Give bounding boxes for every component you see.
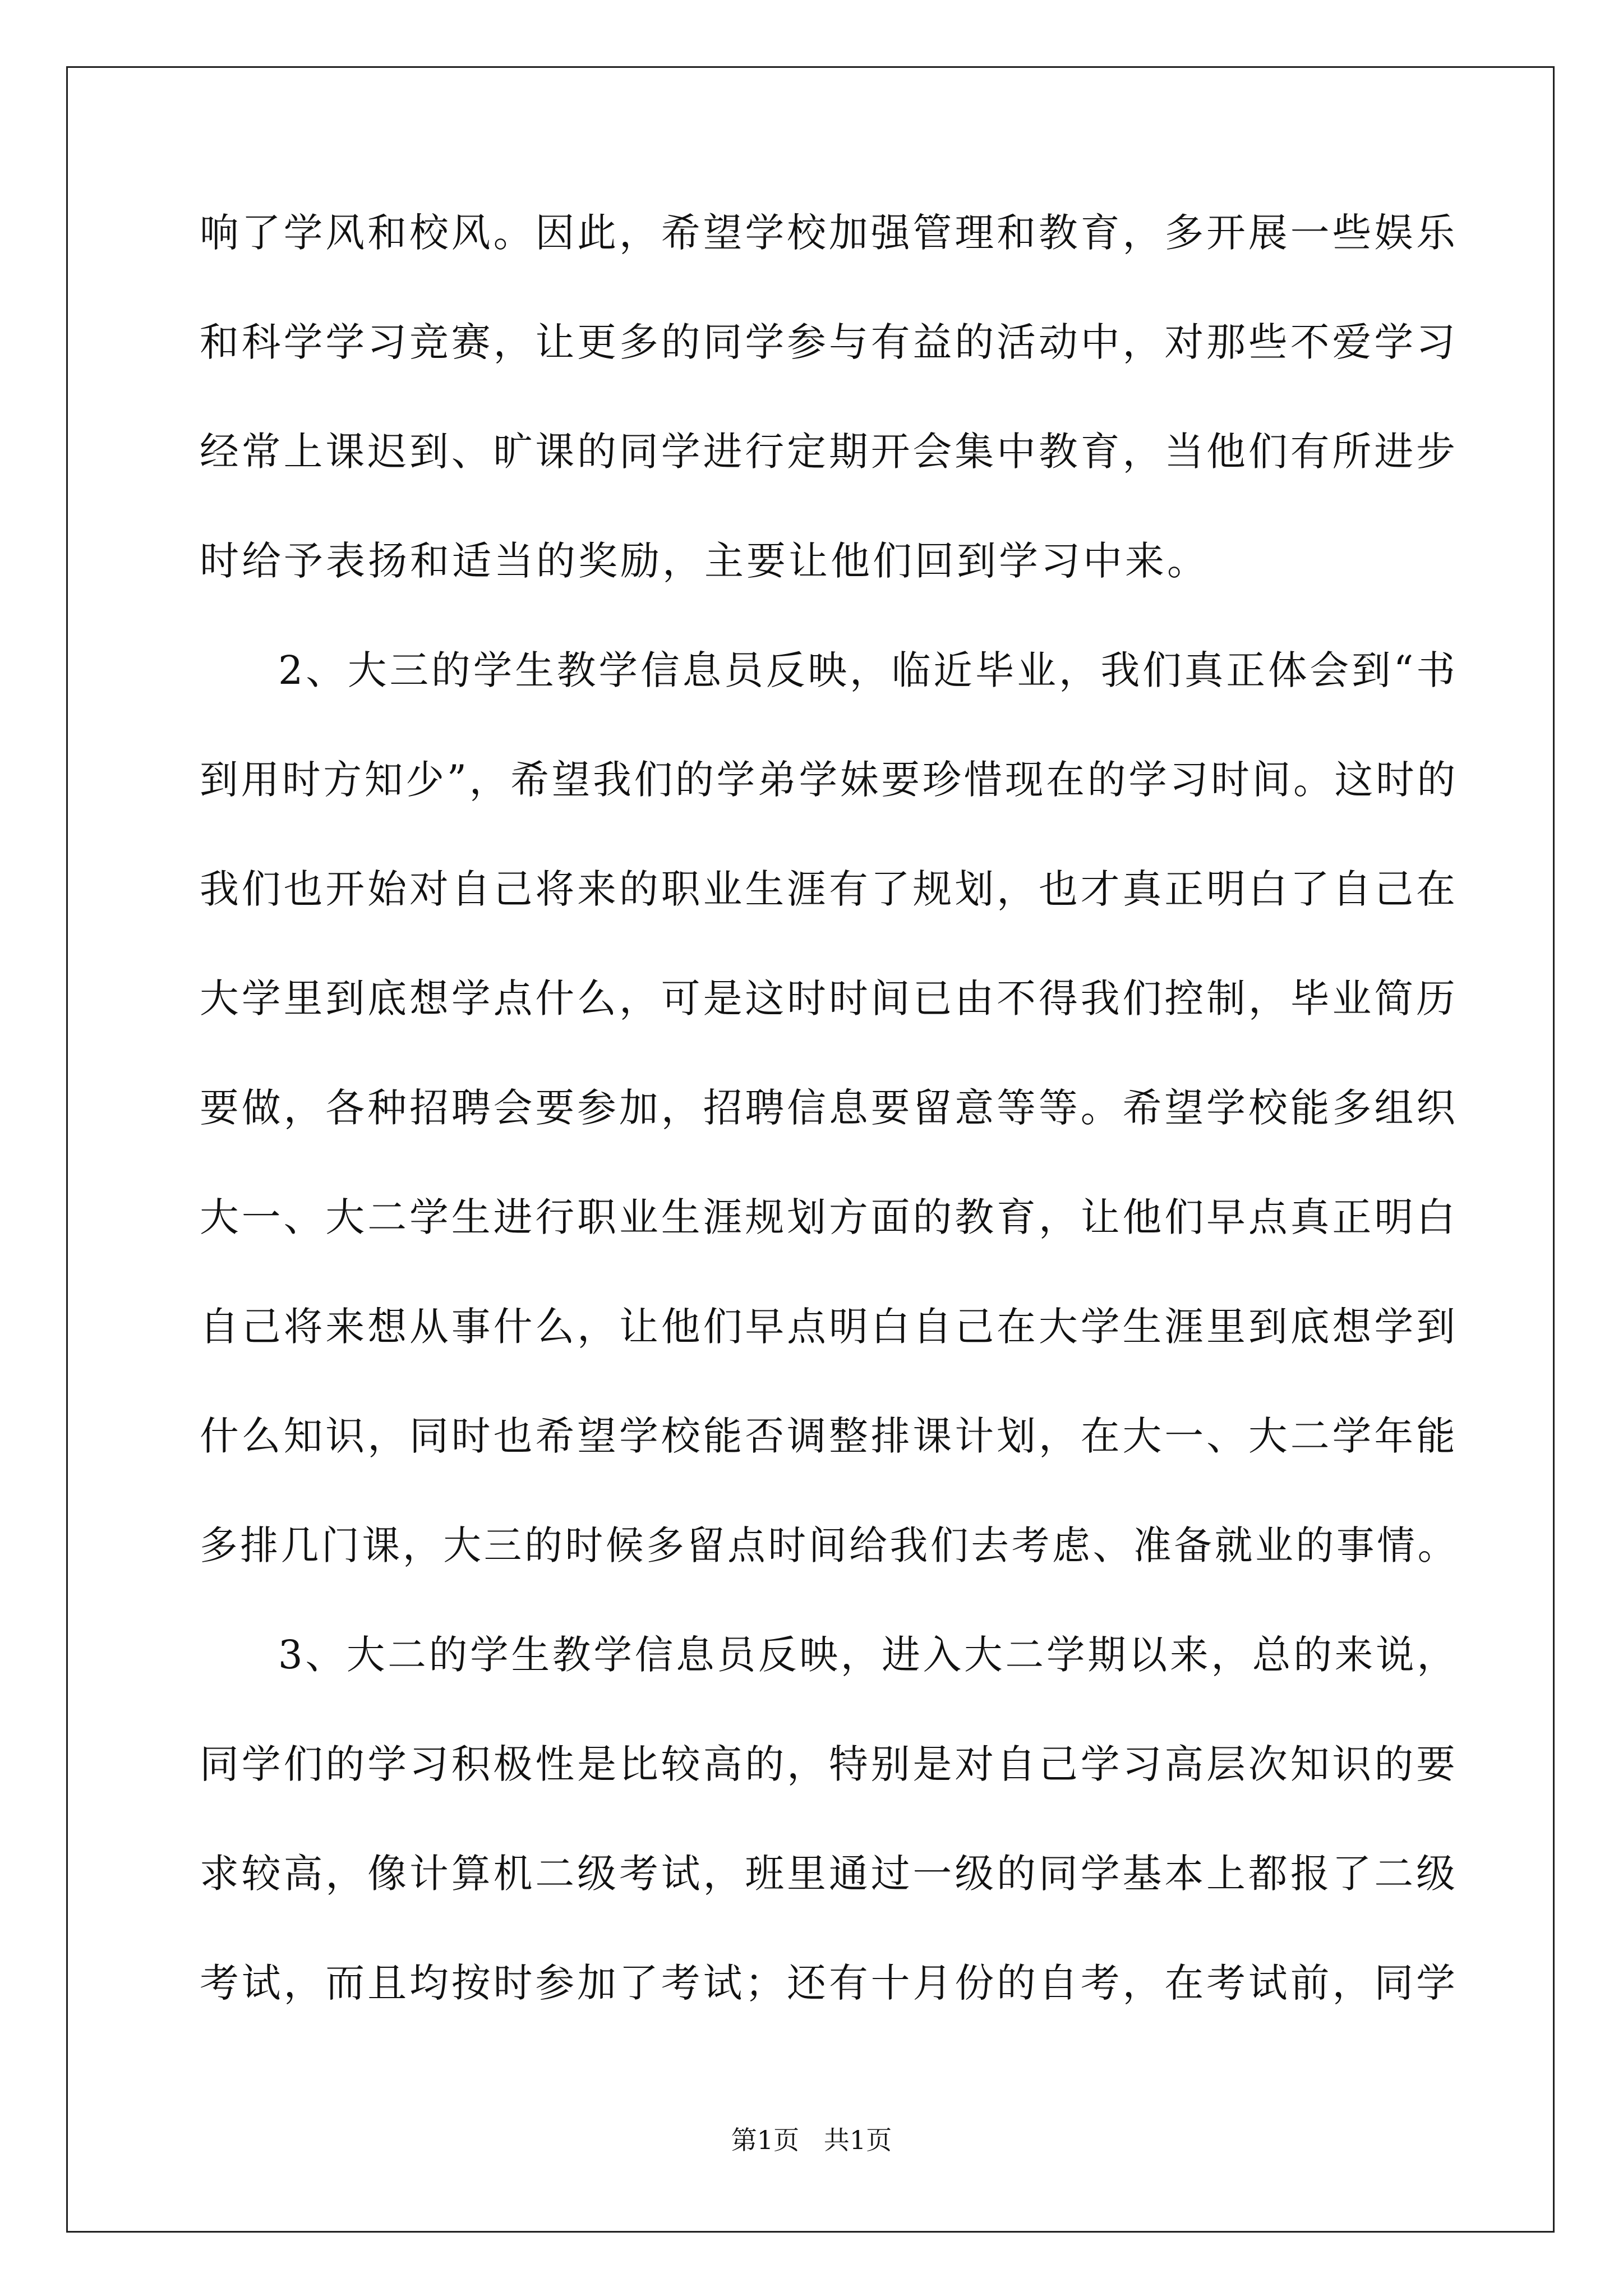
text-line: 和科学学习竞赛，让更多的同学参与有益的活动中，对那些不爱学习 [200,319,1458,365]
text-line: 考试，而且均按时参加了考试；还有十月份的自考，在考试前，同学 [200,1960,1458,2006]
text-line: 什么知识，同时也希望学校能否调整排课计划，在大一、大二学年能 [200,1413,1458,1459]
text-line: 要做，各种招聘会要参加，招聘信息要留意等等。希望学校能多组织 [200,1085,1458,1131]
text-line: 时给予表扬和适当的奖励，主要让他们回到学习中来。 [200,538,1209,584]
text-line: 经常上课迟到、旷课的同学进行定期开会集中教育，当他们有所进步 [200,429,1458,475]
text-line: 大一、大二学生进行职业生涯规划方面的教育，让他们早点真正明白 [200,1194,1458,1240]
text-line: 到用时方知少”，希望我们的学弟学妹要珍惜现在的学习时间。这时的 [200,757,1459,803]
text-line: 求较高，像计算机二级考试，班里通过一级的同学基本上都报了二级 [200,1851,1458,1897]
text-line: 同学们的学习积极性是比较高的，特别是对自己学习高层次知识的要 [200,1741,1458,1787]
page-border [66,66,1555,2233]
text-line: 我们也开始对自己将来的职业生涯有了规划，也才真正明白了自己在 [200,866,1458,912]
text-line: 自己将来想从事什么，让他们早点明白自己在大学生涯里到底想学到 [200,1304,1458,1350]
paragraph-start-line: 3、大二的学生教学信息员反映，进入大二学期以来，总的来说， [278,1632,1458,1678]
page-number-footer: 第1页 共1页 [731,2125,892,2155]
text-line: 多排几门课，大三的时候多留点时间给我们去考虑、准备就业的事情。 [200,1522,1459,1568]
text-line: 响了学风和校风。因此，希望学校加强管理和教育，多开展一些娱乐 [200,210,1458,256]
paragraph-start-line: 2、大三的学生教学信息员反映，临近毕业，我们真正体会到“书 [278,647,1458,693]
text-line: 大学里到底想学点什么，可是这时时间已由不得我们控制，毕业简历 [200,976,1458,1022]
